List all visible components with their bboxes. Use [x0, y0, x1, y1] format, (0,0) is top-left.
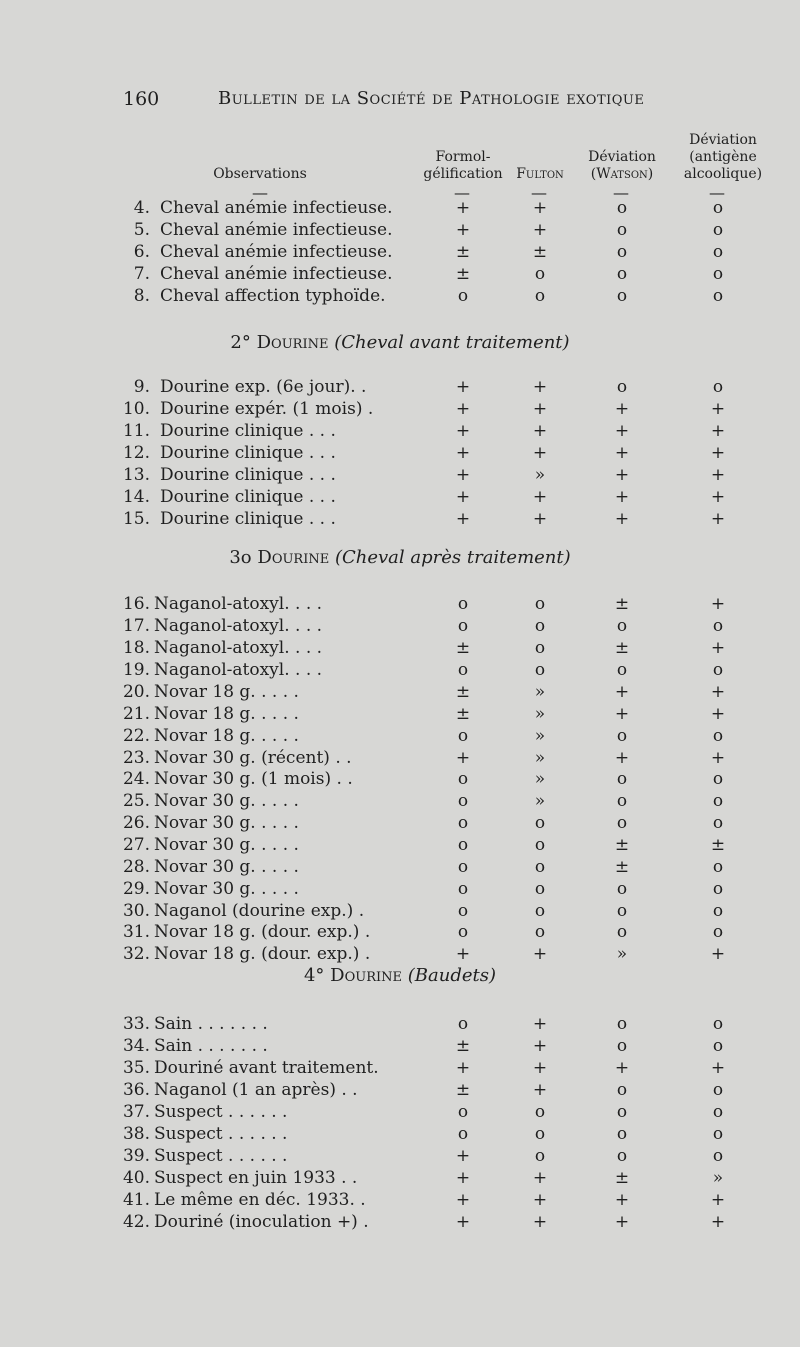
cell-alcool: + — [710, 465, 726, 485]
table-row — [0, 900, 800, 922]
section-number: 3o — [229, 547, 252, 568]
cell-watson: o — [616, 242, 628, 262]
cell-watson: o — [616, 377, 628, 397]
cell-formol: + — [455, 1190, 471, 1210]
row-label: Dourine clinique . . . — [160, 443, 336, 463]
cell-fulton: o — [534, 901, 546, 921]
table-row — [0, 1101, 800, 1123]
cell-formol: ± — [455, 1080, 471, 1100]
row-number: 14. — [122, 487, 150, 507]
row-label: Sain . . . . . . . — [154, 1036, 268, 1056]
cell-formol: + — [455, 377, 471, 397]
row-number: 36. — [122, 1080, 150, 1100]
cell-fulton: » — [534, 465, 546, 485]
table-row — [0, 725, 800, 747]
cell-formol: + — [455, 1058, 471, 1078]
row-label: Cheval anémie infectieuse. — [160, 220, 393, 240]
cell-alcool: o — [712, 377, 724, 397]
row-number: 22. — [122, 726, 150, 746]
cell-formol: + — [455, 443, 471, 463]
cell-watson: o — [616, 1014, 628, 1034]
row-number: 26. — [122, 813, 150, 833]
table-row — [0, 615, 800, 637]
section-title — [0, 331, 800, 355]
cell-watson: o — [616, 901, 628, 921]
row-label: Cheval anémie infectieuse. — [160, 198, 393, 218]
cell-watson: ± — [614, 857, 630, 877]
table-row — [0, 486, 800, 508]
cell-watson: + — [614, 1058, 630, 1078]
cell-alcool: + — [710, 594, 726, 614]
cell-watson: + — [614, 1212, 630, 1232]
row-label: Novar 18 g. . . . . — [154, 726, 299, 746]
cell-watson: + — [614, 465, 630, 485]
cell-watson: ± — [614, 638, 630, 658]
cell-fulton: o — [534, 616, 546, 636]
cell-alcool: + — [710, 509, 726, 529]
table-row — [0, 376, 800, 398]
row-label: Novar 30 g. . . . . — [154, 857, 299, 877]
cell-watson: o — [616, 220, 628, 240]
cell-formol: o — [457, 901, 469, 921]
row-label: Cheval anémie infectieuse. — [160, 264, 393, 284]
row-number: 7. — [133, 264, 150, 284]
cell-alcool: + — [710, 1212, 726, 1232]
row-number: 17. — [122, 616, 150, 636]
row-number: 31. — [122, 922, 150, 942]
cell-formol: + — [455, 421, 471, 441]
cell-watson: o — [616, 286, 628, 306]
row-label: Naganol-atoxyl. . . . — [154, 594, 323, 614]
row-number: 42. — [122, 1212, 150, 1232]
cell-watson: o — [616, 264, 628, 284]
cell-watson: o — [616, 1146, 628, 1166]
cell-alcool: + — [710, 399, 726, 419]
cell-alcool: o — [712, 769, 724, 789]
table-row — [0, 768, 800, 790]
cell-formol: o — [457, 835, 469, 855]
cell-formol: + — [455, 1212, 471, 1232]
table-row — [0, 1035, 800, 1057]
cell-watson: + — [614, 421, 630, 441]
cell-fulton: + — [532, 443, 548, 463]
row-label: Novar 30 g. (1 mois) . . — [154, 769, 353, 789]
cell-fulton: + — [532, 1190, 548, 1210]
cell-formol: ± — [455, 682, 471, 702]
cell-fulton: + — [532, 509, 548, 529]
cell-watson: o — [616, 1080, 628, 1100]
cell-fulton: » — [534, 769, 546, 789]
cell-watson: + — [614, 682, 630, 702]
row-number: 24. — [122, 769, 150, 789]
row-label: Novar 30 g. . . . . — [154, 813, 299, 833]
cell-alcool: » — [712, 1168, 724, 1188]
cell-fulton: + — [532, 399, 548, 419]
cell-fulton: + — [532, 198, 548, 218]
table-row — [0, 878, 800, 900]
table-row — [0, 1211, 800, 1233]
header-dash: — — [454, 183, 470, 202]
cell-formol: o — [457, 813, 469, 833]
cell-formol: o — [457, 1014, 469, 1034]
row-label: Naganol-atoxyl. . . . — [154, 638, 323, 658]
cell-fulton: o — [534, 922, 546, 942]
table-row — [0, 508, 800, 530]
cell-watson: o — [616, 769, 628, 789]
page-number: 160 — [123, 88, 160, 110]
table-row — [0, 681, 800, 703]
cell-fulton: + — [532, 1058, 548, 1078]
cell-watson: + — [614, 1190, 630, 1210]
section-name: Dourine — [256, 332, 329, 353]
cell-formol: + — [455, 198, 471, 218]
section-subtitle: (Baudets) — [407, 965, 496, 986]
cell-watson: o — [616, 813, 628, 833]
cell-formol: ± — [455, 638, 471, 658]
row-label: Novar 18 g. (dour. exp.) . — [154, 922, 371, 942]
cell-formol: o — [457, 1124, 469, 1144]
journal-title: Bulletin de la Société de Pathologie exotique — [218, 88, 645, 109]
cell-alcool: o — [712, 1102, 724, 1122]
cell-formol: ± — [455, 242, 471, 262]
row-label: Cheval anémie infectieuse. — [160, 242, 393, 262]
cell-alcool: o — [712, 857, 724, 877]
table-row — [0, 637, 800, 659]
row-label: Naganol (1 an après) . . — [154, 1080, 358, 1100]
row-label: Novar 30 g. (récent) . . — [154, 748, 352, 768]
cell-fulton: o — [534, 264, 546, 284]
cell-watson: ± — [614, 1168, 630, 1188]
row-number: 12. — [122, 443, 150, 463]
cell-watson: o — [616, 660, 628, 680]
cell-fulton: + — [532, 1168, 548, 1188]
row-number: 10. — [122, 399, 150, 419]
table-row — [0, 593, 800, 615]
cell-alcool: + — [710, 443, 726, 463]
section-subtitle: (Cheval après traitement) — [334, 547, 571, 568]
cell-fulton: » — [534, 682, 546, 702]
cell-fulton: o — [534, 835, 546, 855]
cell-formol: o — [457, 286, 469, 306]
cell-formol: o — [457, 660, 469, 680]
cell-watson: + — [614, 443, 630, 463]
cell-formol: o — [457, 857, 469, 877]
row-number: 8. — [133, 286, 150, 306]
column-header-fulton: Fulton — [516, 166, 564, 182]
cell-alcool: o — [712, 879, 724, 899]
cell-alcool: ± — [710, 835, 726, 855]
cell-watson: o — [616, 879, 628, 899]
cell-alcool: o — [712, 1036, 724, 1056]
cell-fulton: ± — [532, 242, 548, 262]
row-label: Suspect . . . . . . — [154, 1146, 288, 1166]
cell-formol: + — [455, 487, 471, 507]
cell-formol: + — [455, 944, 471, 964]
table-row — [0, 1189, 800, 1211]
cell-alcool: o — [712, 242, 724, 262]
row-number: 15. — [122, 509, 150, 529]
row-label: Suspect . . . . . . — [154, 1124, 288, 1144]
table-row — [0, 747, 800, 769]
cell-formol: o — [457, 791, 469, 811]
table-row — [0, 464, 800, 486]
cell-fulton: + — [532, 1014, 548, 1034]
cell-watson: + — [614, 399, 630, 419]
row-number: 41. — [122, 1190, 150, 1210]
row-number: 35. — [122, 1058, 150, 1078]
cell-formol: o — [457, 922, 469, 942]
cell-formol: + — [455, 509, 471, 529]
table-row — [0, 921, 800, 943]
cell-formol: + — [455, 465, 471, 485]
table-row — [0, 790, 800, 812]
table-row — [0, 943, 800, 965]
table-row — [0, 812, 800, 834]
row-number: 32. — [122, 944, 150, 964]
row-number: 4. — [133, 198, 150, 218]
cell-fulton: + — [532, 377, 548, 397]
row-number: 9. — [133, 377, 150, 397]
row-label: Naganol-atoxyl. . . . — [154, 616, 323, 636]
cell-formol: ± — [455, 264, 471, 284]
cell-formol: o — [457, 1102, 469, 1122]
cell-formol: o — [457, 726, 469, 746]
row-label: Suspect en juin 1933 . . — [154, 1168, 358, 1188]
column-header-observations: Observations — [213, 166, 307, 182]
row-label: Dourine exp. (6e jour). . — [160, 377, 367, 397]
cell-watson: o — [616, 726, 628, 746]
table-row — [0, 241, 800, 263]
cell-watson: o — [616, 616, 628, 636]
cell-fulton: o — [534, 638, 546, 658]
cell-alcool: + — [710, 421, 726, 441]
cell-fulton: » — [534, 748, 546, 768]
cell-fulton: o — [534, 1102, 546, 1122]
cell-alcool: o — [712, 791, 724, 811]
cell-watson: o — [616, 1036, 628, 1056]
row-label: Novar 30 g. . . . . — [154, 835, 299, 855]
cell-fulton: o — [534, 813, 546, 833]
row-number: 21. — [122, 704, 150, 724]
row-label: Sain . . . . . . . — [154, 1014, 268, 1034]
cell-alcool: + — [710, 1058, 726, 1078]
cell-alcool: o — [712, 264, 724, 284]
cell-alcool: + — [710, 682, 726, 702]
cell-alcool: o — [712, 198, 724, 218]
cell-watson: + — [614, 704, 630, 724]
row-number: 38. — [122, 1124, 150, 1144]
row-label: Dourine clinique . . . — [160, 465, 336, 485]
cell-formol: + — [455, 1168, 471, 1188]
row-number: 27. — [122, 835, 150, 855]
row-number: 34. — [122, 1036, 150, 1056]
cell-watson: ± — [614, 835, 630, 855]
cell-alcool: + — [710, 1190, 726, 1210]
table-row — [0, 1013, 800, 1035]
row-number: 40. — [122, 1168, 150, 1188]
cell-fulton: + — [532, 944, 548, 964]
section-name: Dourine — [257, 547, 330, 568]
cell-formol: o — [457, 594, 469, 614]
row-label: Novar 18 g. (dour. exp.) . — [154, 944, 371, 964]
cell-alcool: o — [712, 901, 724, 921]
row-number: 5. — [133, 220, 150, 240]
section-number: 2° — [230, 332, 251, 353]
row-number: 20. — [122, 682, 150, 702]
cell-alcool: o — [712, 726, 724, 746]
table-row — [0, 442, 800, 464]
row-number: 6. — [133, 242, 150, 262]
cell-watson: + — [614, 487, 630, 507]
cell-fulton: o — [534, 1124, 546, 1144]
row-number: 25. — [122, 791, 150, 811]
cell-fulton: o — [534, 660, 546, 680]
cell-alcool: o — [712, 1124, 724, 1144]
header-dash: — — [531, 183, 547, 202]
table-row — [0, 1123, 800, 1145]
cell-fulton: o — [534, 879, 546, 899]
cell-formol: + — [455, 1146, 471, 1166]
row-number: 37. — [122, 1102, 150, 1122]
row-number: 23. — [122, 748, 150, 768]
cell-watson: + — [614, 748, 630, 768]
cell-fulton: + — [532, 421, 548, 441]
row-number: 29. — [122, 879, 150, 899]
row-label: Suspect . . . . . . — [154, 1102, 288, 1122]
cell-watson: » — [616, 944, 628, 964]
cell-fulton: » — [534, 704, 546, 724]
table-row — [0, 1145, 800, 1167]
cell-formol: o — [457, 616, 469, 636]
table-row — [0, 263, 800, 285]
table-row — [0, 834, 800, 856]
row-label: Douriné avant traitement. — [154, 1058, 379, 1078]
table-row — [0, 420, 800, 442]
cell-alcool: + — [710, 704, 726, 724]
row-number: 28. — [122, 857, 150, 877]
column-header-alcool: Déviation (antigène alcoolique) — [683, 132, 763, 182]
cell-alcool: o — [712, 660, 724, 680]
cell-watson: ± — [614, 594, 630, 614]
row-number: 39. — [122, 1146, 150, 1166]
cell-watson: o — [616, 791, 628, 811]
column-header-watson: Déviation (Watson) — [588, 149, 656, 182]
cell-alcool: o — [712, 220, 724, 240]
header-dash: — — [613, 183, 629, 202]
row-number: 13. — [122, 465, 150, 485]
cell-fulton: o — [534, 1146, 546, 1166]
table-row — [0, 856, 800, 878]
section-name: Dourine — [330, 965, 403, 986]
column-header-formol: Formol- gélification — [423, 149, 503, 182]
cell-watson: o — [616, 198, 628, 218]
cell-alcool: o — [712, 616, 724, 636]
row-label: Novar 18 g. . . . . — [154, 704, 299, 724]
cell-watson: o — [616, 922, 628, 942]
table-row — [0, 659, 800, 681]
table-row — [0, 1079, 800, 1101]
cell-fulton: + — [532, 1036, 548, 1056]
cell-fulton: + — [532, 487, 548, 507]
cell-formol: o — [457, 769, 469, 789]
cell-alcool: o — [712, 286, 724, 306]
row-number: 30. — [122, 901, 150, 921]
running-head — [0, 88, 800, 114]
row-label: Dourine clinique . . . — [160, 487, 336, 507]
table-row — [0, 285, 800, 307]
cell-fulton: o — [534, 857, 546, 877]
table-row — [0, 398, 800, 420]
table-row — [0, 1167, 800, 1189]
row-number: 33. — [122, 1014, 150, 1034]
cell-fulton: + — [532, 1212, 548, 1232]
cell-formol: + — [455, 748, 471, 768]
cell-fulton: + — [532, 220, 548, 240]
row-label: Le même en déc. 1933. . — [154, 1190, 366, 1210]
row-label: Naganol (dourine exp.) . — [154, 901, 365, 921]
header-dash: — — [252, 183, 268, 202]
cell-formol: + — [455, 220, 471, 240]
header-dash: — — [709, 183, 725, 202]
row-label: Dourine expér. (1 mois) . — [160, 399, 374, 419]
cell-fulton: + — [532, 1080, 548, 1100]
table-row — [0, 197, 800, 219]
row-label: Naganol-atoxyl. . . . — [154, 660, 323, 680]
cell-formol: o — [457, 879, 469, 899]
row-number: 19. — [122, 660, 150, 680]
row-label: Dourine clinique . . . — [160, 509, 336, 529]
row-number: 18. — [122, 638, 150, 658]
row-label: Novar 30 g. . . . . — [154, 791, 299, 811]
section-title — [0, 964, 800, 988]
cell-fulton: o — [534, 594, 546, 614]
cell-alcool: + — [710, 638, 726, 658]
row-number: 11. — [122, 421, 150, 441]
row-label: Novar 18 g. . . . . — [154, 682, 299, 702]
section-title — [0, 546, 800, 570]
cell-watson: + — [614, 509, 630, 529]
cell-alcool: o — [712, 1014, 724, 1034]
table-row — [0, 1057, 800, 1079]
cell-fulton: o — [534, 286, 546, 306]
cell-alcool: + — [710, 748, 726, 768]
row-label: Cheval affection typhoïde. — [160, 286, 386, 306]
cell-alcool: + — [710, 487, 726, 507]
cell-watson: o — [616, 1102, 628, 1122]
cell-fulton: » — [534, 791, 546, 811]
section-subtitle: (Cheval avant traitement) — [334, 332, 570, 353]
section-number: 4° — [303, 965, 325, 986]
cell-formol: + — [455, 399, 471, 419]
cell-alcool: o — [712, 813, 724, 833]
row-number: 16. — [122, 594, 150, 614]
cell-formol: ± — [455, 1036, 471, 1056]
row-label: Dourine clinique . . . — [160, 421, 336, 441]
cell-fulton: » — [534, 726, 546, 746]
cell-alcool: o — [712, 922, 724, 942]
cell-alcool: o — [712, 1080, 724, 1100]
cell-watson: o — [616, 1124, 628, 1144]
table-row — [0, 219, 800, 241]
row-label: Douriné (inoculation +) . — [154, 1212, 369, 1232]
row-label: Novar 30 g. . . . . — [154, 879, 299, 899]
cell-alcool: + — [710, 944, 726, 964]
cell-formol: ± — [455, 704, 471, 724]
table-row — [0, 703, 800, 725]
cell-alcool: o — [712, 1146, 724, 1166]
